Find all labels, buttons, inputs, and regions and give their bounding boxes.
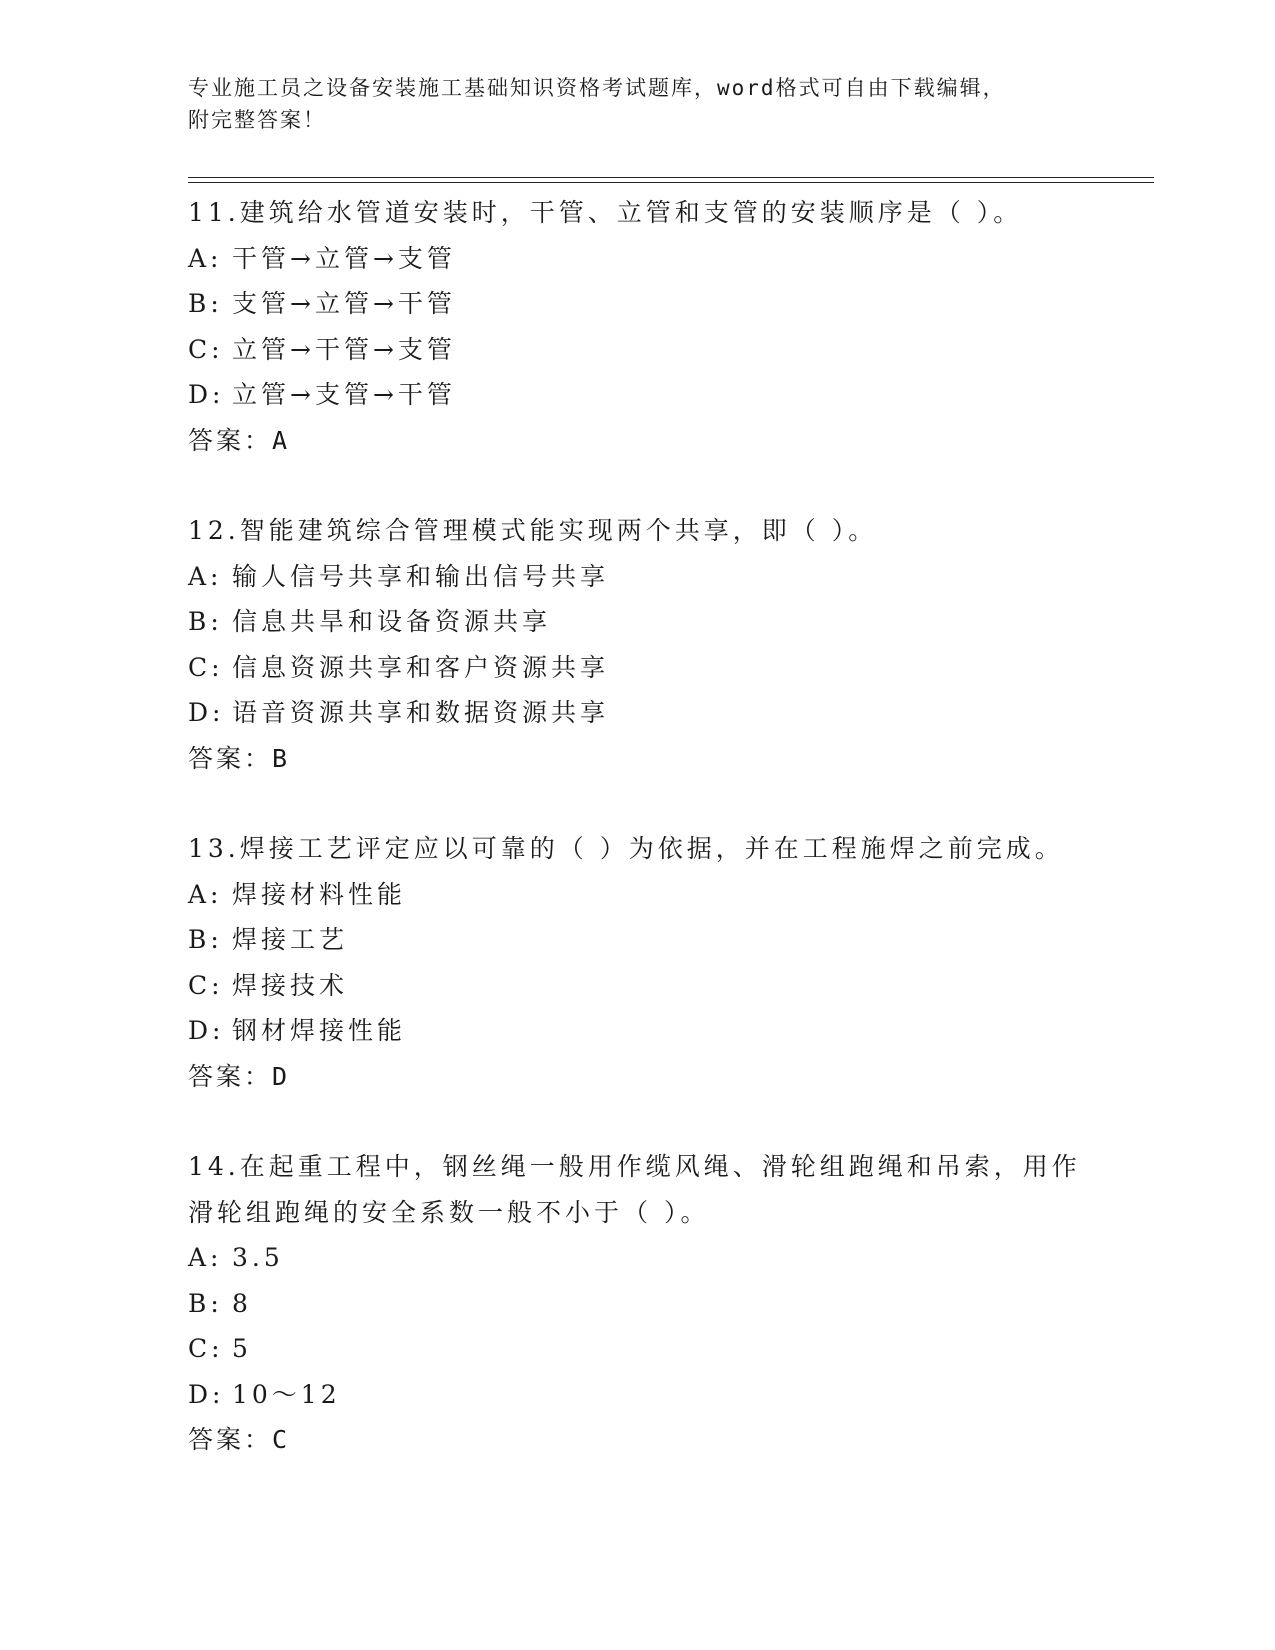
- answer-line: [188, 1417, 1088, 1463]
- option-a: [188, 236, 1088, 282]
- question-text: 13.焊接工艺评定应以可靠的（ ）为依据，并在工程施焊之前完成。: [188, 834, 1064, 863]
- option-letter: A:: [188, 561, 223, 591]
- option-letter: B:: [188, 607, 223, 636]
- question-text: 14.在起重工程中，钢丝绳一般用作缆风绳、滑轮组跑绳和吊索，用作: [188, 1152, 1081, 1181]
- document-header: [188, 72, 1088, 136]
- option-text: 3.5: [232, 1243, 284, 1272]
- option-a: [188, 1235, 1088, 1281]
- option-d: [188, 1372, 1088, 1418]
- answer-value: B: [272, 743, 289, 773]
- option-text: 焊接工艺: [232, 925, 349, 954]
- option-letter: A:: [188, 879, 223, 909]
- option-text: 支管→立管→干管: [232, 289, 456, 318]
- option-text: 输人信号共享和输出信号共享: [232, 561, 610, 591]
- header-rule-bottom: [188, 182, 1154, 183]
- option-b: [188, 917, 1088, 963]
- answer-line: [188, 736, 1088, 782]
- option-text: 焊接技术: [232, 970, 349, 1000]
- option-text: 焊接材料性能: [232, 879, 407, 909]
- option-letter: C:: [188, 652, 224, 682]
- option-a: [188, 872, 1088, 918]
- option-letter: C:: [188, 1334, 224, 1363]
- question-13: [188, 826, 1088, 1099]
- option-text: 5: [232, 1334, 252, 1363]
- answer-value: C: [272, 1425, 289, 1454]
- option-text: 语音资源共享和数据资源共享: [232, 698, 610, 727]
- header-line-2: 附完整答案！: [188, 108, 326, 132]
- question-text: 11.建筑给水管道安装时，干管、立管和支管的安装顺序是（ ）。: [188, 198, 1023, 227]
- option-c: [188, 327, 1088, 373]
- option-text: 立管→支管→干管: [232, 380, 456, 409]
- answer-line: [188, 418, 1088, 464]
- answer-label: 答案：: [188, 1425, 273, 1454]
- option-letter: D:: [188, 1379, 225, 1409]
- question-text: 12.智能建筑综合管理模式能实现两个共享，即（ ）。: [188, 516, 878, 545]
- question-list: [188, 190, 1088, 1508]
- option-letter: B:: [188, 1288, 223, 1318]
- option-c: [188, 1326, 1088, 1372]
- option-text: 信息资源共享和客户资源共享: [232, 652, 610, 682]
- option-b: [188, 281, 1088, 327]
- answer-value: A: [272, 425, 289, 455]
- option-letter: A:: [188, 243, 223, 273]
- header-rule-top: [188, 177, 1154, 178]
- option-letter: D:: [188, 698, 225, 727]
- option-text: 干管→立管→支管: [232, 243, 456, 273]
- option-letter: C:: [188, 970, 224, 1000]
- option-d: [188, 372, 1088, 418]
- option-d: [188, 690, 1088, 736]
- option-text: 信息共旱和设备资源共享: [232, 607, 552, 636]
- option-c: [188, 963, 1088, 1009]
- option-a: [188, 554, 1088, 600]
- answer-line: [188, 1054, 1088, 1100]
- option-letter: C:: [188, 334, 224, 364]
- option-letter: D:: [188, 380, 225, 409]
- option-text: 8: [232, 1288, 252, 1318]
- question-text-continued: 滑轮组跑绳的安全系数一般不小于（ ）。: [188, 1197, 710, 1227]
- option-letter: A:: [188, 1243, 223, 1272]
- option-text: 立管→干管→支管: [232, 334, 456, 364]
- answer-value: D: [272, 1061, 289, 1091]
- option-letter: B:: [188, 925, 223, 954]
- option-b: [188, 599, 1088, 645]
- option-text: 钢材焊接性能: [232, 1016, 407, 1045]
- option-b: [188, 1281, 1088, 1327]
- option-text: 10～12: [232, 1379, 341, 1409]
- question-12: [188, 508, 1088, 781]
- option-letter: D:: [188, 1016, 225, 1045]
- answer-label: 答案：: [188, 1061, 273, 1091]
- option-letter: B:: [188, 289, 223, 318]
- answer-label: 答案：: [188, 743, 273, 773]
- option-d: [188, 1008, 1088, 1054]
- question-14: [188, 1144, 1088, 1463]
- question-11: [188, 190, 1088, 463]
- option-c: [188, 645, 1088, 691]
- header-line-1: 专业施工员之设备安装施工基础知识资格考试题库，word格式可自由下载编辑，: [188, 76, 1006, 100]
- answer-label: 答案：: [188, 425, 273, 455]
